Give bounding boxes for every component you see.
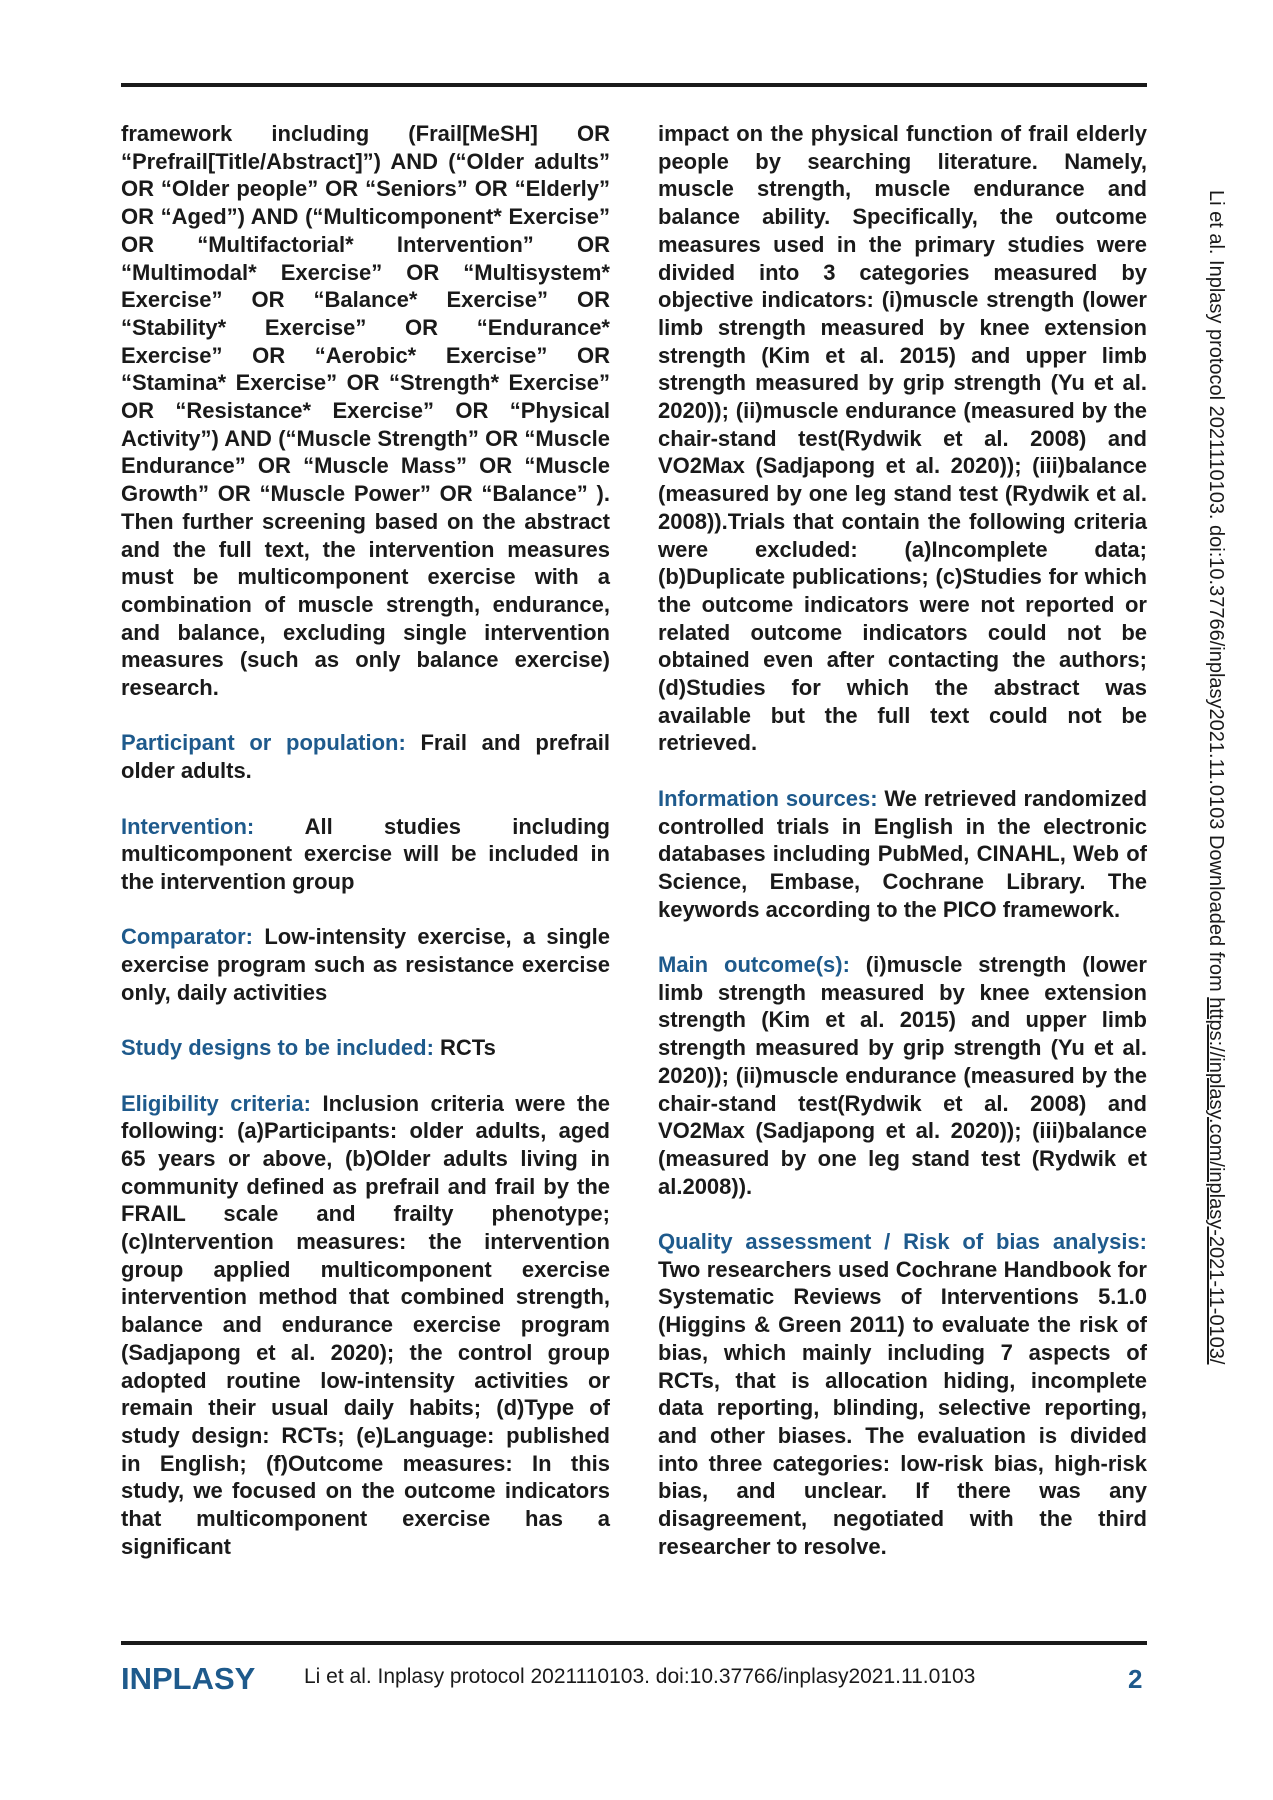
footer-brand: INPLASY <box>121 1661 256 1696</box>
quality-assessment-text: Two researchers used Cochrane Handbook for Systematic Reviews of Interventions 5.1.0 (Higgins & Green 2011) to evaluate the risk of bias, which mainly including 7 aspects of RCTs, that is allocation hiding, incomplete data reporting, blinding, selective reporting, and other biases. The evaluation is divided into three categories: low-risk bias, high-risk bias, and unclear. If there was any disagreement, negotiated with the third researcher to resolve. <box>658 1256 1147 1559</box>
information-sources-heading: Information sources: <box>658 785 878 811</box>
quality-assessment-section <box>658 1228 1147 1560</box>
information-sources-section <box>658 785 1147 924</box>
comparator-text: Low-intensity exercise, a single exercise program such as resistance exercise only, daily activities <box>121 924 610 1005</box>
right-column <box>658 120 1147 1561</box>
study-designs-heading: Study designs to be included: <box>121 1035 434 1061</box>
page-number: 2 <box>1128 1664 1143 1694</box>
download-sidebar <box>1205 190 1227 1365</box>
study-designs-text: RCTs <box>433 1035 496 1061</box>
study-designs-section <box>121 1034 610 1062</box>
eligibility-heading: Eligibility criteria: <box>121 1090 311 1116</box>
quality-assessment-heading: Quality assessment / Risk of bias analysis: <box>658 1229 1147 1255</box>
participants-text: Frail and prefrail older adults. <box>121 730 610 784</box>
participants-section <box>121 729 610 784</box>
intervention-text: All studies including multicomponent exercise will be included in the intervention group <box>121 813 610 894</box>
participants-heading: Participant or population: <box>121 730 406 756</box>
left-column <box>121 120 610 1560</box>
sidebar-download-link[interactable]: https://inplasy.com/inplasy-2021-11-0103/ <box>1205 997 1227 1365</box>
search-strategy-paragraph: framework including (Frail[MeSH] OR “Prefrail[Title/Abstract]”) AND (“Older adults” OR “Older people” OR “Seniors” OR “Elderly” OR “Aged”) AND (“Multicomponent* Exercise” OR “Multifactorial* Intervention” OR “Multimodal* Exercise” OR “Multisystem* Exercise” OR “Balance* Exercise” OR “Stability* Exercise” OR “Endurance* Exercise” OR “Aerobic* Exercise” OR “Stamina* Exercise” OR “Strength* Exercise” OR “Resistance* Exercise” OR “Physical Activity”) AND (“Muscle Strength” OR “Muscle Endurance” OR “Muscle Mass” OR “Muscle Growth” OR “Muscle Power” OR “Balance” ). Then further screening based on the abstract and the full text, the intervention measures must be multicomponent exercise with a combination of muscle strength, endurance, and balance, excluding single intervention measures (such as only balance exercise) research. <box>121 121 610 701</box>
intervention-heading: Intervention: <box>121 813 255 839</box>
main-outcomes-section <box>658 951 1147 1200</box>
header-rule <box>121 83 1147 87</box>
comparator-heading: Comparator: <box>121 924 254 950</box>
information-sources-text: We retrieved randomized controlled trials in English in the electronic databases including PubMed, CINAHL, Web of Science, Embase, Cochrane Library. The keywords according to the PICO framework. <box>658 785 1148 922</box>
sidebar-citation: Li et al. Inplasy protocol 2021110103. doi:10.37766/inplasy2021.11.0103 Downloaded from <box>1205 190 1227 998</box>
comparator-section <box>121 923 610 1006</box>
outcome-criteria-paragraph: impact on the physical function of frail elderly people by searching literature. Namely, muscle strength, muscle endurance and balance ability. Specifically, the outcome measures used in the primary studies were divided into 3 categories measured by objective indicators: (i)muscle strength (lower limb strength measured by knee extension strength (Kim et al. 2015) and upper limb strength measured by grip strength (Yu et al. 2020)); (ii)muscle endurance (measured by the chair-stand test(Rydwik et al. 2008) and VO2Max (Sadjapong et al. 2020)); (iii)balance (measured by one leg stand test (Rydwik et al. 2008)).Trials that contain the following criteria were excluded: (a)Incomplete data; (b)Duplicate publications; (c)Studies for which the outcome indicators were not reported or related outcome indicators could not be obtained even after contacting the authors; (d)Studies for which the abstract was available but the full text could not be retrieved. <box>658 121 1147 756</box>
footer-rule <box>121 1641 1147 1645</box>
intervention-section <box>121 813 610 896</box>
main-outcomes-heading: Main outcome(s): <box>658 952 850 978</box>
eligibility-section <box>121 1090 610 1561</box>
footer-citation: Li et al. Inplasy protocol 2021110103. doi:10.37766/inplasy2021.11.0103 <box>304 1665 976 1688</box>
eligibility-text: Inclusion criteria were the following: (a)Participants: older adults, aged 65 years or above, (b)Older adults living in community defined as prefrail and frail by the FRAIL scale and frailty phenotype; (c)Intervention measures: the intervention group applied multicomponent exercise intervention method that combined strength, balance and endurance exercise program (Sadjapong et al. 2020); the control group adopted routine low-intensity activities or remain their usual daily habits; (d)Type of study design: RCTs; (e)Language: published in English; (f)Outcome measures: In this study, we focused on the outcome indicators that multicomponent exercise has a significant <box>121 1090 610 1559</box>
main-outcomes-text: (i)muscle strength (lower limb strength measured by knee extension strength (Kim et al. 2015) and upper limb strength measured by grip strength (Yu et al. 2020)); (ii)muscle endurance (measured by the chair-stand test(Rydwik et al. 2008) and VO2Max (Sadjapong et al. 2020)); (iii)balance (measured by one leg stand test (Rydwik et al.2008)). <box>658 952 1147 1199</box>
